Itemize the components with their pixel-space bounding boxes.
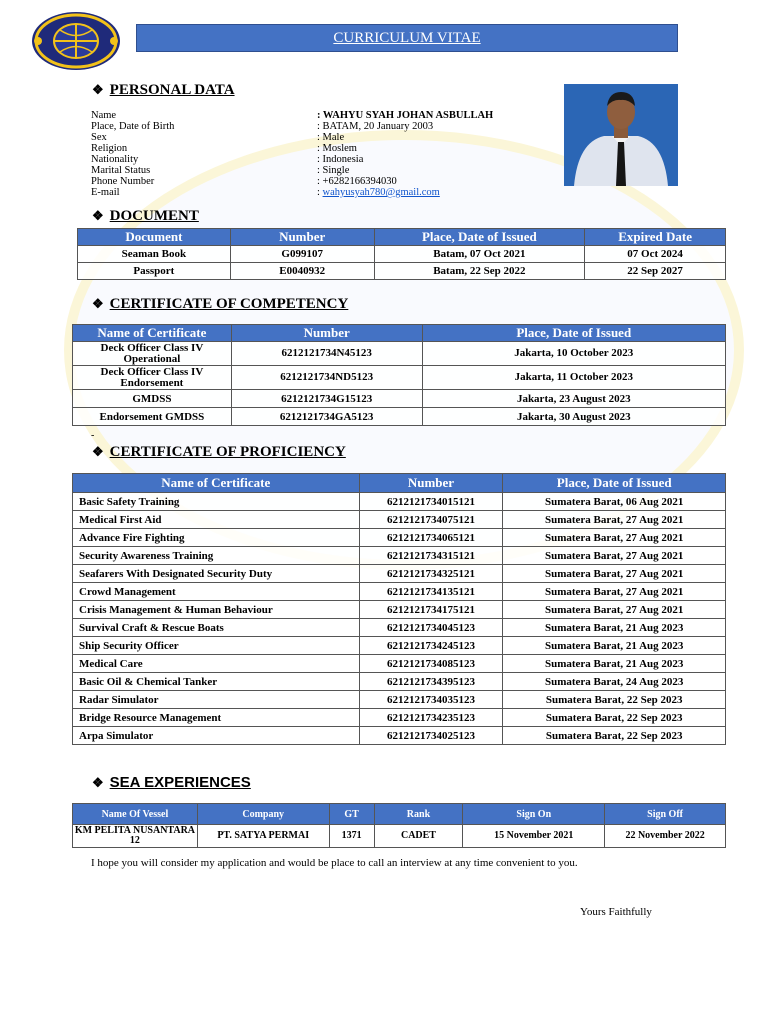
table-header-row (78, 229, 726, 246)
table-cell: Sumatera Barat, 21 Aug 2023 (503, 619, 726, 637)
personal-row (91, 143, 493, 154)
personal-row (91, 154, 493, 165)
table-cell: Sumatera Barat, 21 Aug 2023 (503, 637, 726, 655)
personal-value: : Single (317, 165, 350, 176)
column-header: Number (231, 325, 422, 342)
personal-label: E-mail (91, 187, 120, 198)
table-cell: Advance Fire Fighting (73, 529, 360, 547)
table-cell: 07 Oct 2024 (585, 246, 726, 263)
table-cell: 6212121734075121 (359, 511, 503, 529)
diamond-bullet-icon: ❖ (92, 444, 104, 459)
closing-paragraph: I hope you will consider my application and would be place to call an interview at any time convenient to you. (91, 857, 578, 869)
table-cell: 6212121734085123 (359, 655, 503, 673)
table-cell: Jakarta, 10 October 2023 (422, 342, 725, 366)
table-cell: CADET (374, 825, 463, 848)
table-row (78, 263, 726, 280)
column-header: Rank (374, 804, 463, 825)
table-row (73, 637, 726, 655)
column-header: Place, Date of Issued (503, 474, 726, 493)
table-row (73, 511, 726, 529)
table-cell: 6212121734045123 (359, 619, 503, 637)
email-link[interactable]: wahyusyah780@gmail.com (322, 187, 440, 198)
table-row (73, 825, 726, 848)
table-cell: Seaman Book (78, 246, 231, 263)
personal-value: : BATAM, 20 January 2003 (317, 121, 434, 132)
table-cell: 6212121734235123 (359, 709, 503, 727)
personal-row (91, 165, 493, 176)
column-header: GT (329, 804, 374, 825)
table-cell: Jakarta, 30 August 2023 (422, 408, 725, 426)
table-cell: 15 November 2021 (463, 825, 605, 848)
table-row (73, 493, 726, 511)
stray-dash: - (91, 430, 95, 441)
table-row (73, 408, 726, 426)
table-cell: Crowd Management (73, 583, 360, 601)
table-row (73, 390, 726, 408)
table-cell: Passport (78, 263, 231, 280)
personal-row (91, 110, 493, 121)
section-personal-label: PERSONAL DATA (109, 82, 235, 98)
table-cell: Sumatera Barat, 27 Aug 2021 (503, 529, 726, 547)
table-header-row (73, 325, 726, 342)
personal-data (91, 110, 493, 198)
column-header: Place, Date of Issued (374, 229, 585, 246)
table-row (73, 547, 726, 565)
ministry-logo (30, 10, 122, 72)
section-document-heading (92, 208, 199, 225)
column-header: Sign On (463, 804, 605, 825)
table-row (78, 246, 726, 263)
table-cell: 6212121734325121 (359, 565, 503, 583)
table-cell: 6212121734015121 (359, 493, 503, 511)
table-cell: Medical Care (73, 655, 360, 673)
table-row (73, 601, 726, 619)
personal-row (91, 187, 493, 198)
table-header-row (73, 804, 726, 825)
diamond-bullet-icon: ❖ (92, 775, 104, 790)
section-competency-heading (92, 296, 348, 313)
section-proficiency-label: CERTIFICATE OF PROFICIENCY (109, 444, 346, 460)
table-row (73, 673, 726, 691)
table-cell: 6212121734135121 (359, 583, 503, 601)
table-header-row (73, 474, 726, 493)
table-cell: 6212121734175121 (359, 601, 503, 619)
table-cell: Sumatera Barat, 24 Aug 2023 (503, 673, 726, 691)
table-cell: 6212121734025123 (359, 727, 503, 745)
diamond-bullet-icon: ❖ (92, 82, 104, 97)
column-header: Name Of Vessel (73, 804, 198, 825)
table-cell: Radar Simulator (73, 691, 360, 709)
column-header: Name of Certificate (73, 474, 360, 493)
section-document-label: DOCUMENT (109, 208, 199, 224)
table-cell: Sumatera Barat, 06 Aug 2021 (503, 493, 726, 511)
column-header: Company (197, 804, 329, 825)
table-cell: Sumatera Barat, 27 Aug 2021 (503, 601, 726, 619)
table-cell: Ship Security Officer (73, 637, 360, 655)
table-cell: Batam, 07 Oct 2021 (374, 246, 585, 263)
personal-label: Name (91, 110, 117, 121)
table-cell: 6212121734G15123 (231, 390, 422, 408)
personal-value: : Moslem (317, 143, 357, 154)
column-header: Number (359, 474, 503, 493)
table-row (73, 691, 726, 709)
table-cell: Sumatera Barat, 27 Aug 2021 (503, 565, 726, 583)
table-cell: E0040932 (230, 263, 374, 280)
table-cell: Sumatera Barat, 21 Aug 2023 (503, 655, 726, 673)
personal-row (91, 132, 493, 143)
table-cell: KM PELITA NUSANTARA 12 (73, 825, 198, 848)
table-cell: Arpa Simulator (73, 727, 360, 745)
table-cell: Crisis Management & Human Behaviour (73, 601, 360, 619)
column-header: Document (78, 229, 231, 246)
table-row (73, 529, 726, 547)
table-cell: 6212121734ND5123 (231, 366, 422, 390)
table-cell: 6212121734GA5123 (231, 408, 422, 426)
column-header: Sign Off (605, 804, 726, 825)
table-cell: Sumatera Barat, 27 Aug 2021 (503, 511, 726, 529)
table-row (73, 727, 726, 745)
table-row (73, 655, 726, 673)
table-cell: Jakarta, 23 August 2023 (422, 390, 725, 408)
column-header: Place, Date of Issued (422, 325, 725, 342)
table-cell: Deck Officer Class IV Endorsement (73, 366, 232, 390)
table-cell: 6212121734315121 (359, 547, 503, 565)
signoff-text: Yours Faithfully (580, 906, 652, 918)
table-cell: Sumatera Barat, 22 Sep 2023 (503, 691, 726, 709)
personal-value: : Male (317, 132, 345, 143)
diamond-bullet-icon: ❖ (92, 296, 104, 311)
section-sea-heading (92, 774, 251, 791)
table-cell: Seafarers With Designated Security Duty (73, 565, 360, 583)
table-cell: Basic Oil & Chemical Tanker (73, 673, 360, 691)
table-cell: Medical First Aid (73, 511, 360, 529)
table-cell: 6212121734245123 (359, 637, 503, 655)
email-prefix: : (317, 187, 323, 198)
sea-experience-table (72, 803, 726, 848)
competency-table (72, 324, 726, 426)
table-cell: Endorsement GMDSS (73, 408, 232, 426)
table-cell: Jakarta, 11 October 2023 (422, 366, 725, 390)
table-cell: PT. SATYA PERMAI (197, 825, 329, 848)
personal-value: : WAHYU SYAH JOHAN ASBULLAH (317, 110, 494, 121)
table-cell: Batam, 22 Sep 2022 (374, 263, 585, 280)
table-cell: 6212121734395123 (359, 673, 503, 691)
table-cell: Deck Officer Class IV Operational (73, 342, 232, 366)
table-row (73, 366, 726, 390)
table-row (73, 709, 726, 727)
section-competency-label: CERTIFICATE OF COMPETENCY (109, 296, 349, 312)
table-cell: 22 Sep 2027 (585, 263, 726, 280)
personal-label: Sex (91, 132, 107, 143)
table-cell: 1371 (329, 825, 374, 848)
section-proficiency-heading (92, 444, 346, 461)
table-cell: 6212121734N45123 (231, 342, 422, 366)
table-row (73, 342, 726, 366)
personal-label: Nationality (91, 154, 139, 165)
table-cell: 6212121734035123 (359, 691, 503, 709)
personal-label: Marital Status (91, 165, 151, 176)
table-row (73, 583, 726, 601)
personal-value: : Indonesia (317, 154, 364, 165)
personal-label: Place, Date of Birth (91, 121, 175, 132)
table-row (73, 565, 726, 583)
page-title: CURRICULUM VITAE (136, 24, 678, 52)
table-cell: Survival Craft & Rescue Boats (73, 619, 360, 637)
personal-label: Religion (91, 143, 128, 154)
profile-photo (564, 84, 678, 186)
diamond-bullet-icon: ❖ (92, 208, 104, 223)
document-table (77, 228, 726, 280)
table-cell: Bridge Resource Management (73, 709, 360, 727)
proficiency-table (72, 473, 726, 745)
table-cell: G099107 (230, 246, 374, 263)
table-cell: 6212121734065121 (359, 529, 503, 547)
table-cell: GMDSS (73, 390, 232, 408)
personal-label: Phone Number (91, 176, 155, 187)
personal-row (91, 176, 493, 187)
table-cell: Basic Safety Training (73, 493, 360, 511)
personal-row (91, 121, 493, 132)
column-header: Number (230, 229, 374, 246)
table-cell: Sumatera Barat, 27 Aug 2021 (503, 547, 726, 565)
table-cell: Sumatera Barat, 22 Sep 2023 (503, 709, 726, 727)
table-cell: Security Awareness Training (73, 547, 360, 565)
personal-value: : +6282166394030 (317, 176, 397, 187)
table-row (73, 619, 726, 637)
column-header: Expired Date (585, 229, 726, 246)
section-personal-heading (92, 82, 235, 99)
column-header: Name of Certificate (73, 325, 232, 342)
table-cell: Sumatera Barat, 27 Aug 2021 (503, 583, 726, 601)
table-cell: Sumatera Barat, 22 Sep 2023 (503, 727, 726, 745)
section-sea-label: SEA EXPERIENCES (109, 774, 251, 791)
table-cell: 22 November 2022 (605, 825, 726, 848)
